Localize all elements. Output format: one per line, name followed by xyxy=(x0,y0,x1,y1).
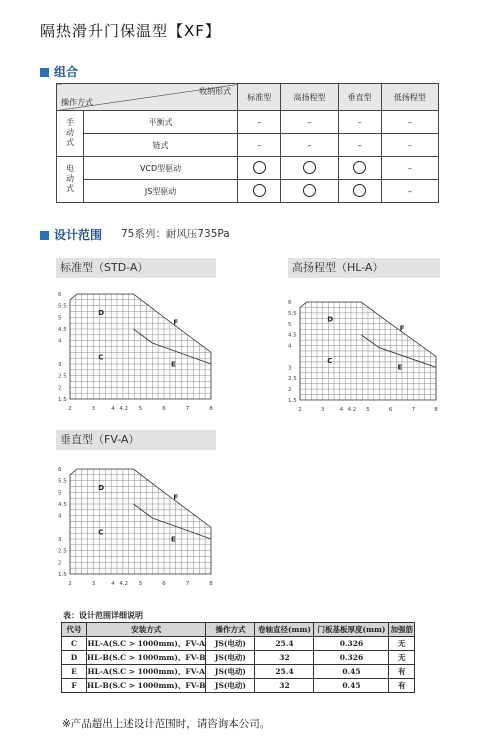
x-tick-label: 5 xyxy=(138,406,143,412)
y-tick-label: 1.5 xyxy=(288,398,297,404)
table-cell: HL-A(S.C > 1000mm)、FV-A xyxy=(87,637,206,651)
table-cell: JS(电动) xyxy=(206,651,255,665)
table-cell: 0.326 xyxy=(314,637,389,651)
table-cell: – xyxy=(281,134,338,157)
y-tick-label: 2.5 xyxy=(58,548,67,555)
table-cell: 32 xyxy=(255,679,314,693)
page-title: 隔热滑升门保温型【XF】 xyxy=(40,22,221,40)
table-cell: D xyxy=(62,651,87,665)
section-square-icon xyxy=(40,68,49,77)
x-tick-label: 6 xyxy=(162,581,166,587)
x-tick-label: 2 xyxy=(68,581,72,587)
x-tick-label: 4 xyxy=(111,581,115,587)
design-heading xyxy=(40,226,102,243)
x-tick-label: 3 xyxy=(320,407,325,413)
y-tick-label: 6 xyxy=(58,467,62,473)
circle-icon xyxy=(338,180,381,203)
table-cell: 25.4 xyxy=(255,665,314,679)
table-cell: JS(电动) xyxy=(206,679,255,693)
x-tick-label: 4.2 xyxy=(347,407,357,413)
x-tick-label: 7 xyxy=(185,581,190,587)
y-tick-label: 2 xyxy=(58,560,62,567)
table-row xyxy=(57,180,439,203)
table-cell: – xyxy=(381,180,438,203)
x-tick-label: 8 xyxy=(209,406,213,412)
group-label-text: 电动式 xyxy=(65,163,75,194)
chart-std xyxy=(56,288,221,413)
chart-grid xyxy=(300,302,436,400)
chart-label-std: 标准型（STD-A） xyxy=(56,258,216,278)
table-cell: 有 xyxy=(389,665,415,679)
y-tick-label: 6 xyxy=(58,292,62,298)
chart-label-fv: 垂直型（FV-A） xyxy=(56,430,216,450)
y-tick-label: 3 xyxy=(288,365,292,372)
row-label: 平衡式 xyxy=(84,111,238,134)
table-cell: JS(电动) xyxy=(206,665,255,679)
column-header: 标准型 xyxy=(238,84,281,111)
x-tick-label: 7 xyxy=(411,407,416,413)
x-tick-label: 6 xyxy=(162,406,166,412)
table-row xyxy=(57,134,439,157)
section-square-icon xyxy=(40,231,49,240)
footnote: ※产品超出上述设计范围时，请咨询本公司。 xyxy=(62,718,271,730)
y-tick-label: 2.5 xyxy=(58,373,67,380)
table-cell: – xyxy=(381,157,438,180)
y-tick-label: 5.5 xyxy=(58,478,67,485)
region-label-f: F xyxy=(173,318,179,327)
chart-hl xyxy=(286,296,446,414)
design-header: 卷轴直径(mm) xyxy=(255,623,314,637)
table-row xyxy=(57,111,439,134)
design-table-caption: 表：设计范围详细说明 xyxy=(63,610,143,620)
region-label-f: F xyxy=(173,493,179,502)
y-tick-label: 6 xyxy=(288,300,292,306)
table-cell: HL-A(S.C > 1000mm)、FV-A xyxy=(87,665,206,679)
row-label: VCD型驱动 xyxy=(84,157,238,180)
x-tick-label: 3 xyxy=(91,581,96,587)
y-tick-label: 4 xyxy=(288,343,292,350)
design-table xyxy=(61,622,415,693)
table-cell: – xyxy=(281,111,338,134)
x-tick-label: 2 xyxy=(68,406,72,412)
table-row xyxy=(62,679,415,693)
circle-mark xyxy=(253,161,266,174)
table-cell: 无 xyxy=(389,637,415,651)
y-tick-label: 2 xyxy=(288,387,292,394)
table-cell: C xyxy=(62,637,87,651)
design-header: 操作方式 xyxy=(206,623,255,637)
y-tick-label: 4.5 xyxy=(58,502,67,508)
corner-cell xyxy=(57,84,238,111)
y-tick-label: 1.5 xyxy=(58,397,67,403)
column-header: 垂直型 xyxy=(338,84,381,111)
table-row xyxy=(62,651,415,665)
table-cell: 0.45 xyxy=(314,665,389,679)
y-tick-label: 4 xyxy=(58,513,62,520)
table-cell: – xyxy=(381,134,438,157)
table-cell: 25.4 xyxy=(255,637,314,651)
region-label-e: E xyxy=(171,360,176,369)
circle-icon xyxy=(281,157,338,180)
y-tick-label: 5.5 xyxy=(288,310,297,317)
table-cell: JS(电动) xyxy=(206,637,255,651)
table-cell: – xyxy=(338,111,381,134)
table-cell: – xyxy=(381,111,438,134)
y-tick-label: 3 xyxy=(58,362,62,368)
table-cell: F xyxy=(62,679,87,693)
table-cell: – xyxy=(338,134,381,157)
table-cell: 无 xyxy=(389,651,415,665)
design-header: 代号 xyxy=(62,623,87,637)
region-label-e: E xyxy=(397,363,403,372)
x-tick-label: 4 xyxy=(111,406,115,412)
group-label xyxy=(57,111,84,157)
region-label-f: F xyxy=(399,324,405,333)
combination-header-row xyxy=(57,84,439,111)
y-tick-label: 4 xyxy=(58,338,62,345)
region-label-c: C xyxy=(98,528,104,537)
x-tick-label: 2 xyxy=(298,407,302,413)
design-header-row xyxy=(62,623,415,637)
column-header: 低扬程型 xyxy=(381,84,438,111)
y-tick-label: 1.5 xyxy=(58,572,67,578)
circle-mark xyxy=(353,161,366,174)
circle-mark xyxy=(353,184,366,197)
y-tick-label: 2.5 xyxy=(288,376,297,383)
x-tick-label: 8 xyxy=(434,407,438,413)
table-cell: HL-B(S.C > 1000mm)、FV-B xyxy=(87,679,206,693)
y-tick-label: 5 xyxy=(58,315,62,322)
y-tick-label: 4.5 xyxy=(58,327,67,333)
circle-mark xyxy=(303,184,316,197)
combination-table xyxy=(56,83,439,203)
table-cell: 32 xyxy=(255,651,314,665)
circle-icon xyxy=(281,180,338,203)
design-subtitle: 75系列：耐风压735Pa xyxy=(121,228,230,240)
corner-bottom-label: 操作方式 xyxy=(61,98,93,107)
combination-heading-text: 组合 xyxy=(54,65,79,79)
table-cell: – xyxy=(238,134,281,157)
x-tick-label: 3 xyxy=(91,406,96,412)
design-heading-text: 设计范围 xyxy=(54,228,103,242)
region-label-c: C xyxy=(327,356,333,365)
y-tick-label: 5.5 xyxy=(58,303,67,310)
table-cell: HL-B(S.C > 1000mm)、FV-B xyxy=(87,651,206,665)
y-tick-label: 2 xyxy=(58,385,62,392)
design-header: 加强筋 xyxy=(389,623,415,637)
chart-grid xyxy=(70,294,211,399)
group-label xyxy=(57,157,84,203)
column-header: 高扬程型 xyxy=(281,84,338,111)
circle-mark xyxy=(253,184,266,197)
table-cell: 0.45 xyxy=(314,679,389,693)
chart-fv xyxy=(56,463,221,588)
design-header: 门板基板厚度(mm) xyxy=(314,623,389,637)
chart-label-hl: 高扬程型（HL-A） xyxy=(288,258,440,278)
x-tick-label: 5 xyxy=(138,581,143,587)
chart-grid xyxy=(70,469,211,574)
region-label-d: D xyxy=(98,309,105,317)
row-label: 链式 xyxy=(84,134,238,157)
table-row xyxy=(62,665,415,679)
region-label-e: E xyxy=(171,535,176,544)
region-label-c: C xyxy=(98,353,104,362)
y-tick-label: 3 xyxy=(58,537,62,543)
x-tick-label: 8 xyxy=(209,581,213,587)
x-tick-label: 4.2 xyxy=(119,581,129,587)
design-header: 安装方式 xyxy=(87,623,206,637)
circle-icon xyxy=(238,157,281,180)
table-row xyxy=(62,637,415,651)
table-cell: 有 xyxy=(389,679,415,693)
x-tick-label: 4.2 xyxy=(119,406,129,412)
row-label: JS型驱动 xyxy=(84,180,238,203)
circle-icon xyxy=(338,157,381,180)
y-tick-label: 4.5 xyxy=(288,332,297,339)
y-tick-label: 5 xyxy=(288,321,292,328)
x-tick-label: 4 xyxy=(339,407,344,413)
region-label-d: D xyxy=(327,315,334,324)
corner-top-label: 收纳形式 xyxy=(199,87,232,96)
circle-mark xyxy=(303,161,316,174)
circle-icon xyxy=(238,180,281,203)
x-tick-label: 6 xyxy=(388,407,393,413)
region-label-d: D xyxy=(98,484,105,492)
table-cell: 0.326 xyxy=(314,651,389,665)
table-cell: – xyxy=(238,111,281,134)
x-tick-label: 7 xyxy=(185,406,190,412)
group-label-text: 手动式 xyxy=(65,117,75,148)
combination-heading xyxy=(40,63,78,80)
table-cell: E xyxy=(62,665,87,679)
table-row xyxy=(57,157,439,180)
y-tick-label: 5 xyxy=(58,490,62,497)
x-tick-label: 5 xyxy=(366,407,370,413)
